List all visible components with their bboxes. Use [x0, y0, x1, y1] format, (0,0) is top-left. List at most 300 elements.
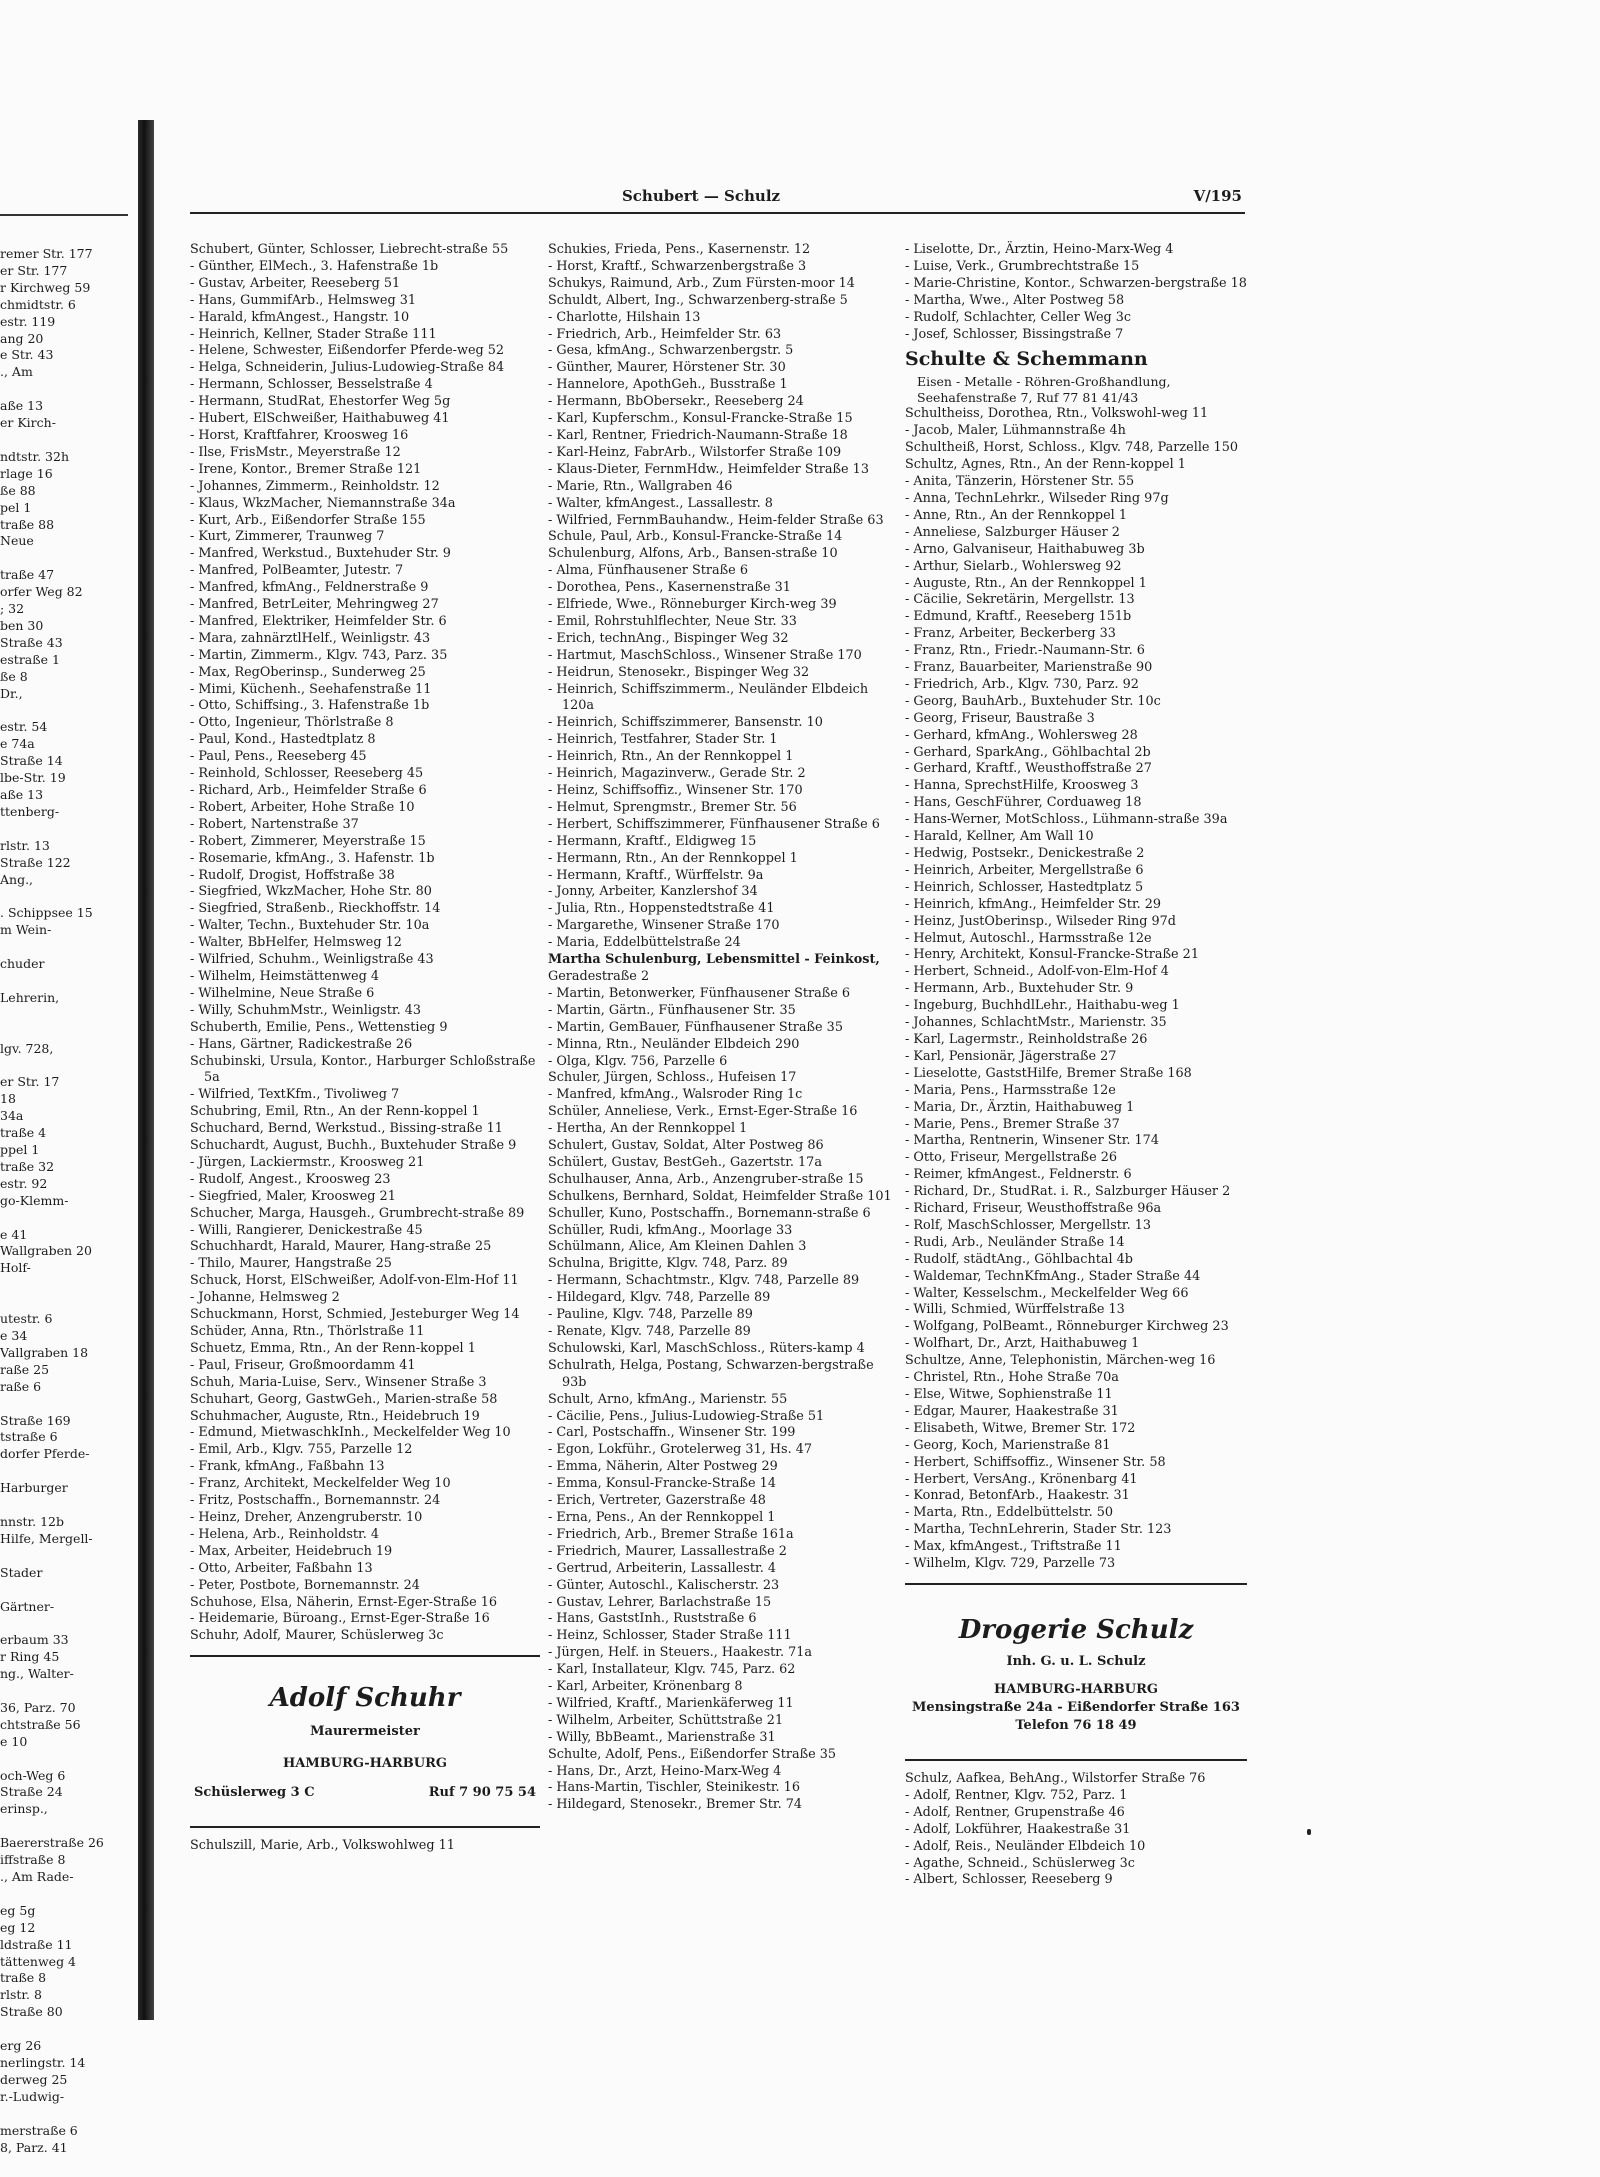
- left-fragment-line: remer Str. 177: [0, 246, 93, 261]
- list-item: - Martin, Gärtn., Fünfhausener Str. 35: [548, 1002, 796, 1018]
- left-fragment-line: Straße 122: [0, 854, 71, 870]
- list-item: - Karl, Arbeiter, Krönenbarg 8: [548, 1679, 743, 1695]
- left-fragment-line: [0, 1294, 140, 1311]
- list-item: - Edmund, MietwaschkInh., Meckelfelder Weg 10: [190, 1425, 511, 1441]
- list-item: Schüler, Anneliese, Verk., Ernst-Eger-Straße 16: [548, 1104, 858, 1120]
- list-item: - Elfriede, Wwe., Rönneburger Kirch-weg 39: [548, 597, 837, 613]
- list-item: - Wilhelm, Heimstättenweg 4: [190, 968, 380, 984]
- list-item: Geradestraße 2: [548, 968, 650, 984]
- left-fragment-line: [0, 1582, 140, 1599]
- left-fragment-line: estr. 92: [0, 1175, 48, 1191]
- left-page-rule: [0, 214, 128, 216]
- column-3: [905, 242, 1247, 1889]
- list-item: - Karl, Pensionär, Jägerstraße 27: [905, 1048, 1117, 1064]
- list-item: - Carl, Postschaffn., Winsener Str. 199: [548, 1425, 796, 1441]
- left-fragment-line: [0, 381, 140, 398]
- list-item: - Marie-Christine, Kontor., Schwarzen-bergstraße 18: [905, 275, 1247, 291]
- list-item: - Siegfried, Maler, Kroosweg 21: [190, 1188, 396, 1204]
- left-fragment-line: er Str. 17: [0, 1074, 60, 1090]
- left-fragment-line: nnstr. 12b: [0, 1513, 64, 1529]
- ad-drogerie-schulz: [905, 1595, 1247, 1749]
- list-item: - Friedrich, Arb., Klgv. 730, Parz. 92: [905, 676, 1139, 692]
- list-item: - Hans, GaststInh., Ruststraße 6: [548, 1611, 757, 1627]
- list-item: - Heinrich, kfmAng., Heimfelder Str. 29: [905, 896, 1162, 912]
- list-item: - Pauline, Klgv. 748, Parzelle 89: [548, 1307, 753, 1323]
- list-item: - Alma, Fünfhausener Straße 6: [548, 563, 748, 579]
- list-item: - Manfred, BetrLeiter, Mehringweg 27: [190, 597, 439, 613]
- list-item: - Christel, Rtn., Hohe Straße 70a: [905, 1370, 1119, 1386]
- left-fragment-line: Ang.,: [0, 871, 34, 887]
- left-fragment-line: Straße 169: [0, 1412, 71, 1428]
- list-item: - Anne, Rtn., An der Rennkoppel 1: [905, 507, 1127, 523]
- list-item: - Rudolf, Schlachter, Celler Weg 3c: [905, 309, 1132, 325]
- list-item: - Herbert, Schiffszimmerer, Fünfhausener Straße 6: [548, 816, 880, 832]
- list-item: - Reimer, kfmAngest., Feldnerstr. 6: [905, 1167, 1132, 1183]
- list-item: - Emma, Näherin, Alter Postweg 29: [548, 1459, 778, 1475]
- column-1: [190, 242, 540, 1855]
- list-item: - Albert, Schlosser, Reeseberg 9: [905, 1872, 1113, 1888]
- left-fragment-line: raße 6: [0, 1378, 42, 1394]
- left-fragment-line: derweg 25: [0, 2071, 68, 2087]
- list-item: Schülert, Gustav, BestGeh., Gazertstr. 17a: [548, 1154, 822, 1170]
- left-fragment-line: [0, 1210, 140, 1227]
- list-item: - Franz, Architekt, Meckelfelder Weg 10: [190, 1476, 451, 1492]
- left-fragment-line: [0, 550, 140, 567]
- list-item: - Edmund, Kraftf., Reeseberg 151b: [905, 609, 1132, 625]
- left-fragment-line: e 74a: [0, 736, 35, 752]
- list-item: - Martin, GemBauer, Fünfhausener Straße 35: [548, 1019, 843, 1035]
- left-fragment-line: ang 20: [0, 330, 44, 346]
- left-fragment-line: [0, 1497, 140, 1514]
- left-fragment-line: 36, Parz. 70: [0, 1699, 76, 1715]
- list-item: Schuchhardt, Harald, Maurer, Hang-straße 25: [190, 1239, 492, 1255]
- list-item: - Hans-Martin, Tischler, Steinikestr. 16: [548, 1780, 800, 1796]
- list-item: Schüller, Rudi, kfmAng., Moorlage 33: [548, 1222, 793, 1238]
- list-item: - Wolfgang, PolBeamt., Rönneburger Kirchweg 23: [905, 1319, 1229, 1335]
- list-item: - Martha, Wwe., Alter Postweg 58: [905, 292, 1125, 308]
- list-item: - Anneliese, Salzburger Häuser 2: [905, 524, 1120, 540]
- list-item: - Helene, Schwester, Eißendorfer Pferde-weg 52: [190, 343, 505, 359]
- list-item: - Liselotte, Dr., Ärztin, Heino-Marx-Weg 4: [905, 242, 1174, 257]
- list-item: - Karl, Rentner, Friedrich-Naumann-Straße 18: [548, 427, 848, 443]
- list-item: - Günther, ElMech., 3. Hafenstraße 1b: [190, 258, 439, 274]
- list-item: - Martin, Betonwerker, Fünfhausener Straße 6: [548, 985, 851, 1001]
- list-item: - Gertrud, Arbeiterin, Lassallestr. 4: [548, 1560, 777, 1576]
- running-head: [160, 187, 1242, 211]
- list-item: - Herbert, Schiffsoffiz., Winsener Str. 58: [905, 1454, 1166, 1470]
- left-fragment-line: raße 25: [0, 1361, 50, 1377]
- list-item: - Wilfried, TextKfm., Tivoliweg 7: [190, 1087, 400, 1103]
- list-item: - Hildegard, Klgv. 748, Parzelle 89: [548, 1290, 771, 1306]
- list-item: - Jacob, Maler, Lühmannstraße 4h: [905, 423, 1126, 439]
- list-item: - Agathe, Schneid., Schüslerweg 3c: [905, 1855, 1135, 1871]
- list-item: - Hermann, Schachtmstr., Klgv. 748, Parzelle 89: [548, 1273, 860, 1289]
- list-item: - Robert, Zimmerer, Meyerstraße 15: [190, 833, 426, 849]
- entries-list: [905, 1771, 1247, 1889]
- left-fragment-line: Stader: [0, 1564, 43, 1580]
- left-fragment-line: nerlingstr. 14: [0, 2054, 86, 2070]
- list-item: - Otto, Arbeiter, Faßbahn 13: [190, 1560, 373, 1576]
- left-fragment-line: [0, 702, 140, 719]
- list-item: Schuhose, Elsa, Näherin, Ernst-Eger-Straße 16: [190, 1594, 498, 1610]
- column-2: [548, 242, 898, 1814]
- left-fragment-line: erinsp.,: [0, 1801, 48, 1817]
- list-item: - Harald, Kellner, Am Wall 10: [905, 829, 1094, 845]
- list-item: Schubring, Emil, Rtn., An der Renn-koppel 1: [190, 1104, 480, 1120]
- list-item: - Rudolf, städtAng., Göhlbachtal 4b: [905, 1251, 1133, 1267]
- list-item: Schult, Arno, kfmAng., Marienstr. 55: [548, 1391, 788, 1407]
- list-item: - Olga, Klgv. 756, Parzelle 6: [548, 1053, 728, 1069]
- entries-list: [548, 242, 898, 1814]
- list-item: - Hartmut, MaschSchloss., Winsener Straße 170: [548, 647, 862, 663]
- list-item: - Paul, Pens., Reeseberg 45: [190, 749, 367, 765]
- left-fragment-line: Straße 80: [0, 2004, 63, 2020]
- list-item: - Hermann, Kraftf., Würffelstr. 9a: [548, 867, 764, 883]
- left-fragment-line: Wallgraben 20: [0, 1243, 92, 1259]
- divider: [905, 1759, 1247, 1761]
- left-fragment-line: estr. 119: [0, 313, 56, 329]
- list-item: - Heinz, JustOberinsp., Wilseder Ring 97d: [905, 913, 1176, 929]
- list-item: - Heinrich, Schiffszimmerer, Bansenstr. 10: [548, 715, 823, 731]
- list-item: - Max, Arbeiter, Heidebruch 19: [190, 1543, 393, 1559]
- list-item: Schuhmacher, Auguste, Rtn., Heidebruch 19: [190, 1408, 480, 1424]
- list-item: - Wilhelm, Klgv. 729, Parzelle 73: [905, 1556, 1116, 1572]
- left-fragment-line: traße 8: [0, 1970, 47, 1986]
- list-item: Schulszill, Marie, Arb., Volkswohlweg 11: [190, 1838, 455, 1854]
- list-item: - Harald, kfmAngest., Hangstr. 10: [190, 309, 410, 325]
- list-item: - Siegfried, WkzMacher, Hohe Str. 80: [190, 884, 432, 900]
- left-fragment-line: estraße 1: [0, 651, 60, 667]
- left-fragment-line: [0, 1007, 140, 1024]
- left-fragment-line: ppel 1: [0, 1142, 40, 1158]
- left-fragment-line: ; 32: [0, 601, 25, 617]
- list-item: Schubert, Günter, Schlosser, Liebrecht-straße 55: [190, 242, 509, 257]
- list-item: - Klaus, WkzMacher, Niemannstraße 34a: [190, 495, 456, 511]
- list-item: - Heinrich, Kellner, Stader Straße 111: [190, 326, 437, 342]
- left-fragment-line: r.-Ludwig-: [0, 2088, 65, 2104]
- list-item: Schulna, Brigitte, Klgv. 748, Parz. 89: [548, 1256, 788, 1272]
- list-item: - Heinz, Schlosser, Stader Straße 111: [548, 1628, 792, 1644]
- left-fragment-line: merstraße 6: [0, 2122, 78, 2138]
- list-item: - Hildegard, Stenosekr., Bremer Str. 74: [548, 1797, 803, 1813]
- list-item: - Erna, Pens., An der Rennkoppel 1: [548, 1509, 776, 1525]
- list-item: - Luise, Verk., Grumbrechtstraße 15: [905, 258, 1140, 274]
- list-item: - Willy, BbBeamt., Marienstraße 31: [548, 1729, 776, 1745]
- list-item: - Klaus-Dieter, FernmHdw., Heimfelder Straße 13: [548, 461, 869, 477]
- list-item: - Herbert, VersAng., Krönenbarg 41: [905, 1471, 1138, 1487]
- list-item: - Manfred, Werkstud., Buxtehuder Str. 9: [190, 546, 451, 562]
- list-item: Schulrath, Helga, Postang, Schwarzen-bergstraße 93b: [548, 1357, 874, 1390]
- list-item: - Horst, Kraftfahrer, Kroosweg 16: [190, 427, 409, 443]
- list-item: - Julia, Rtn., Hoppenstedtstraße 41: [548, 901, 775, 917]
- list-item: - Otto, Schiffsing., 3. Hafenstraße 1b: [190, 698, 430, 714]
- list-item: - Adolf, Rentner, Klgv. 752, Parz. 1: [905, 1787, 1128, 1803]
- list-item: - Walter, kfmAngest., Lassallestr. 8: [548, 495, 773, 511]
- list-item: - Gesa, kfmAng., Schwarzenbergstr. 5: [548, 343, 794, 359]
- left-fragment-line: [0, 1683, 140, 1700]
- list-item: Schuck, Horst, ElSchweißer, Adolf-von-Elm-Hof 11: [190, 1273, 519, 1289]
- list-item: - Adolf, Reis., Neuländer Elbdeich 10: [905, 1838, 1146, 1854]
- left-fragment-line: dorfer Pferde-: [0, 1446, 90, 1462]
- list-item: Schulowski, Karl, MaschSchloss., Rüters-kamp 4: [548, 1340, 865, 1356]
- list-item: - Rudi, Arb., Neuländer Straße 14: [905, 1234, 1125, 1250]
- list-item: Schultheiss, Dorothea, Rtn., Volkswohl-weg 11: [905, 406, 1209, 422]
- left-fragment-line: [0, 1751, 140, 1768]
- list-item: - Hans, GummifArb., Helmsweg 31: [190, 292, 417, 308]
- schulte-schemmann-line1: Eisen - Metalle - Röhren-Großhandlung,: [917, 374, 1171, 390]
- left-fragment-line: [0, 1886, 140, 1903]
- list-item: - Renate, Klgv. 748, Parzelle 89: [548, 1324, 751, 1339]
- list-item: - Rosemarie, kfmAng., 3. Hafenstr. 1b: [190, 850, 435, 866]
- list-item: - Wilhelm, Arbeiter, Schüttstraße 21: [548, 1712, 784, 1728]
- list-item: - Hedwig, Postsekr., Denickestraße 2: [905, 846, 1145, 861]
- left-fragment-line: [0, 1277, 140, 1294]
- left-fragment-line: [0, 2106, 140, 2123]
- list-item: - Emil, Arb., Klgv. 755, Parzelle 12: [190, 1442, 413, 1458]
- list-item: - Thilo, Maurer, Hangstraße 25: [190, 1256, 392, 1272]
- left-fragment-line: estr. 54: [0, 719, 48, 735]
- list-item: Schucher, Marga, Hausgeh., Grumbrecht-straße 89: [190, 1205, 525, 1221]
- list-item: - Manfred, Elektriker, Heimfelder Str. 6: [190, 613, 447, 629]
- list-item: - Walter, Kesselschm., Meckelfelder Weg 66: [905, 1285, 1189, 1301]
- list-item: - Cäcilie, Pens., Julius-Ludowieg-Straße 51: [548, 1408, 825, 1424]
- left-fragment-line: ße 88: [0, 482, 36, 498]
- list-item: - Edgar, Maurer, Haakestraße 31: [905, 1403, 1119, 1419]
- left-fragment-line: chtstraße 56: [0, 1716, 81, 1732]
- left-fragment-line: ng., Walter-: [0, 1666, 74, 1682]
- ad-phone: Telefon 76 18 49: [1015, 1717, 1137, 1733]
- list-item: - Hermann, Rtn., An der Rennkoppel 1: [548, 850, 798, 866]
- list-item: - Hans, Gärtner, Radickestraße 26: [190, 1036, 413, 1052]
- list-item: - Hubert, ElSchweißer, Haithabuweg 41: [190, 411, 450, 427]
- left-fragment-line: Dr.,: [0, 685, 23, 701]
- left-fragment-line: e 34: [0, 1328, 28, 1343]
- left-fragment-line: Baererstraße 26: [0, 1835, 104, 1851]
- list-item: - Marta, Rtn., Eddelbüttelstr. 50: [905, 1505, 1113, 1521]
- list-item: Schulz, Aafkea, BehAng., Wilstorfer Straße 76: [905, 1770, 1206, 1786]
- list-item: - Reinhold, Schlosser, Reeseberg 45: [190, 766, 424, 782]
- list-item: - Johannes, Zimmerm., Reinholdstr. 12: [190, 478, 440, 494]
- list-item: - Lieselotte, GaststHilfe, Bremer Straße 168: [905, 1065, 1192, 1081]
- list-item: - Georg, Koch, Marienstraße 81: [905, 1437, 1111, 1453]
- left-fragment-line: iffstraße 8: [0, 1852, 66, 1868]
- speck: [1307, 1829, 1311, 1835]
- left-fragment-line: Straße 43: [0, 634, 63, 650]
- left-fragment-line: Hilfe, Mergell-: [0, 1530, 93, 1546]
- ad-title: Maurermeister: [310, 1724, 420, 1740]
- list-item: - Willi, Rangierer, Denickestraße 45: [190, 1222, 423, 1238]
- list-item: - Manfred, PolBeamter, Jutestr. 7: [190, 563, 404, 579]
- list-item: - Rudolf, Angest., Kroosweg 23: [190, 1171, 391, 1187]
- list-item: - Friedrich, Arb., Heimfelder Str. 63: [548, 326, 782, 342]
- list-item: - Jürgen, Helf. in Steuers., Haakestr. 71a: [548, 1645, 813, 1661]
- left-fragment-line: [0, 1024, 140, 1041]
- list-item: - Helga, Schneiderin, Julius-Ludowieg-Straße 84: [190, 360, 505, 376]
- list-item: - Hermann, Arb., Buxtehuder Str. 9: [905, 981, 1134, 997]
- list-item: Schuhr, Adolf, Maurer, Schüslerweg 3c: [190, 1628, 444, 1644]
- left-fragment-line: 34a: [0, 1108, 24, 1124]
- list-item: - Arthur, Sielarb., Wohlersweg 92: [905, 558, 1122, 574]
- list-item: Schulhauser, Anna, Arb., Anzengruber-straße 15: [548, 1171, 864, 1187]
- left-fragment-line: . Schippsee 15: [0, 905, 93, 921]
- left-fragment-line: tättenweg 4: [0, 1953, 76, 1969]
- list-item: - Josef, Schlosser, Bissingstraße 7: [905, 326, 1124, 342]
- list-item: - Kurt, Zimmerer, Traunweg 7: [190, 529, 385, 545]
- list-item: - Otto, Friseur, Mergellstraße 26: [905, 1150, 1117, 1166]
- left-fragment-line: [0, 888, 140, 905]
- list-item: - Hans, Dr., Arzt, Heino-Marx-Weg 4: [548, 1763, 782, 1779]
- list-item: - Heinrich, Rtn., An der Rennkoppel 1: [548, 749, 794, 765]
- left-fragment-line: Neue: [0, 533, 34, 549]
- left-fragment-line: Gärtner-: [0, 1598, 55, 1614]
- left-fragment-line: [0, 1548, 140, 1565]
- list-item: Schuberth, Emilie, Pens., Wettenstieg 9: [190, 1019, 448, 1035]
- ad-address: Schüslerweg 3 C: [194, 1785, 315, 1801]
- list-item: - Helena, Arb., Reinholdstr. 4: [190, 1526, 380, 1542]
- list-item: - Maria, Eddelbüttelstraße 24: [548, 935, 741, 951]
- list-item: - Kurt, Arb., Eißendorfer Straße 155: [190, 512, 426, 528]
- list-item: Schuldt, Albert, Ing., Schwarzenberg-straße 5: [548, 292, 848, 308]
- list-item: - Max, kfmAngest., Triftstraße 11: [905, 1539, 1122, 1555]
- left-fragment-line: Lehrerin,: [0, 989, 60, 1005]
- list-item: Schulert, Gustav, Soldat, Alter Postweg 86: [548, 1138, 824, 1154]
- left-fragment-line: Holf-: [0, 1260, 31, 1276]
- list-item: - Charlotte, Hilshain 13: [548, 309, 701, 325]
- list-item: - Karl-Heinz, FabrArb., Wilstorfer Straße 109: [548, 444, 842, 460]
- left-fragment-line: [0, 1463, 140, 1480]
- list-item: - Wilfried, Kraftf., Marienkäferweg 11: [548, 1695, 794, 1711]
- left-fragment-line: Vallgraben 18: [0, 1344, 89, 1360]
- list-item: - Fritz, Postschaffn., Bornemannstr. 24: [190, 1493, 441, 1509]
- list-item: - Richard, Dr., StudRat. i. R., Salzburger Häuser 2: [905, 1184, 1231, 1200]
- list-item: - Margarethe, Winsener Straße 170: [548, 918, 780, 934]
- left-fragment-line: 8, Parz. 41: [0, 2139, 68, 2155]
- list-item: - Karl, Kupferschm., Konsul-Francke-Straße 15: [548, 411, 853, 427]
- list-item: - Peter, Postbote, Bornemannstr. 24: [190, 1577, 420, 1593]
- list-item: Schuchard, Bernd, Werkstud., Bissing-straße 11: [190, 1121, 503, 1137]
- entries-list: [905, 242, 1247, 343]
- list-item: - Ingeburg, BuchhdlLehr., Haithabu-weg 1: [905, 998, 1180, 1014]
- list-item: - Georg, Friseur, Baustraße 3: [905, 710, 1095, 726]
- left-fragment-line: Straße 14: [0, 753, 63, 769]
- left-fragment-line: aße 13: [0, 787, 44, 802]
- list-item: - Franz, Arbeiter, Beckerberg 33: [905, 626, 1116, 642]
- left-fragment-line: traße 32: [0, 1158, 55, 1174]
- list-item: - Hermann, Schlosser, Besselstraße 4: [190, 377, 433, 393]
- left-fragment-line: [0, 432, 140, 449]
- list-item: - Walter, BbHelfer, Helmsweg 12: [190, 935, 402, 951]
- list-item: - Adolf, Lokführer, Haakestraße 31: [905, 1821, 1131, 1837]
- list-item: - Heinrich, Arbeiter, Mergellstraße 6: [905, 862, 1144, 878]
- list-item: - Horst, Kraftf., Schwarzenbergstraße 3: [548, 258, 807, 274]
- list-item: - Hermann, StudRat, Ehestorfer Weg 5g: [190, 394, 451, 410]
- left-fragment-line: och-Weg 6: [0, 1767, 66, 1783]
- list-item: - Otto, Ingenieur, Thörlstraße 8: [190, 715, 394, 731]
- left-fragment-line: rlstr. 13: [0, 837, 50, 853]
- left-fragment-line: r Ring 45: [0, 1649, 60, 1665]
- list-item: Schukys, Raimund, Arb., Zum Fürsten-moor 14: [548, 275, 855, 291]
- left-page-text: [0, 246, 140, 2156]
- list-item: - Gustav, Arbeiter, Reeseberg 51: [190, 275, 401, 291]
- left-fragment-line: rlstr. 8: [0, 1987, 42, 2003]
- list-item: - Mimi, Küchenh., Seehafenstraße 11: [190, 681, 432, 697]
- list-item: - Martin, Zimmerm., Klgv. 743, Parz. 35: [190, 647, 448, 663]
- list-item: - Hanna, SprechstHilfe, Kroosweg 3: [905, 778, 1139, 794]
- left-fragment-line: utestr. 6: [0, 1311, 53, 1327]
- ad-address: Mensingstraße 24a - Eißendorfer Straße 163: [912, 1699, 1240, 1715]
- list-item: Schulenburg, Alfons, Arb., Bansen-straße 10: [548, 546, 838, 562]
- list-item: Schultze, Anne, Telephonistin, Märchen-weg 16: [905, 1353, 1216, 1369]
- left-fragment-line: erbaum 33: [0, 1632, 69, 1648]
- ad-city: HAMBURG-HARBURG: [993, 1681, 1159, 1697]
- list-item: - Jürgen, Lackiermstr., Kroosweg 21: [190, 1154, 425, 1170]
- list-item: Schuller, Kuno, Postschaffn., Bornemann-straße 6: [548, 1205, 871, 1221]
- directory-page: [160, 120, 1360, 2000]
- list-item: - Anita, Tänzerin, Hörstener Str. 55: [905, 474, 1135, 490]
- left-fragment-line: [0, 1615, 140, 1632]
- left-page-fragment: [0, 118, 140, 2155]
- list-item: Schultz, Agnes, Rtn., An der Renn-koppel 1: [905, 457, 1186, 473]
- entries-list: [905, 406, 1247, 1573]
- list-item: Martha Schulenburg, Lebensmittel - Feinkost,: [548, 952, 880, 968]
- left-fragment-line: [0, 2021, 140, 2038]
- divider: [905, 1583, 1247, 1585]
- list-item: - Egon, Lokführ., Grotelerweg 31, Hs. 47: [548, 1442, 812, 1458]
- left-fragment-line: pel 1: [0, 499, 32, 515]
- list-item: - Heidrun, Stenosekr., Bispinger Weg 32: [548, 664, 810, 680]
- list-item: - Martha, TechnLehrerin, Stader Str. 123: [905, 1522, 1172, 1538]
- list-item: - Hans-Werner, MotSchloss., Lühmann-straße 39a: [905, 812, 1228, 828]
- list-item: - Marie, Rtn., Wallgraben 46: [548, 478, 733, 494]
- list-item: - Emma, Konsul-Francke-Straße 14: [548, 1476, 776, 1492]
- left-fragment-line: [0, 1818, 140, 1835]
- list-item: - Elisabeth, Witwe, Bremer Str. 172: [905, 1420, 1136, 1436]
- schulte-schemmann-line2: Seehafenstraße 7, Ruf 77 81 41/43: [917, 390, 1139, 406]
- list-item: - Hermann, BbObersekr., Reeseberg 24: [548, 394, 804, 410]
- list-item: - Georg, BauhArb., Buxtehuder Str. 10c: [905, 693, 1161, 709]
- left-fragment-line: ., Am Rade-: [0, 1869, 74, 1884]
- list-item: - Martha, Rentnerin, Winsener Str. 174: [905, 1133, 1159, 1149]
- list-item: - Karl, Installateur, Klgv. 745, Parz. 62: [548, 1662, 796, 1678]
- list-item: Schukies, Frieda, Pens., Kasernenstr. 12: [548, 242, 811, 257]
- left-fragment-line: er Str. 177: [0, 262, 68, 278]
- left-fragment-line: traße 47: [0, 567, 55, 583]
- list-item: - Irene, Kontor., Bremer Straße 121: [190, 461, 422, 477]
- list-item: - Hans, GeschFührer, Corduaweg 18: [905, 795, 1142, 811]
- list-item: - Heinz, Schiffsoffiz., Winsener Str. 170: [548, 783, 803, 798]
- left-fragment-line: e Str. 43: [0, 347, 54, 363]
- list-item: - Max, RegOberinsp., Sunderweg 25: [190, 664, 426, 680]
- left-fragment-line: e 41: [0, 1226, 28, 1242]
- book-gutter: [138, 120, 154, 2020]
- page-number: V/195: [1193, 187, 1242, 205]
- left-fragment-line: orfer Weg 82: [0, 584, 83, 600]
- left-fragment-line: traße 88: [0, 516, 55, 532]
- list-item: - Franz, Rtn., Friedr.-Naumann-Str. 6: [905, 643, 1145, 659]
- list-item: - Wilfried, Schuhm., Weinligstraße 43: [190, 952, 434, 968]
- list-item: - Wilhelmine, Neue Straße 6: [190, 985, 375, 1001]
- list-item: - Gustav, Lehrer, Barlachstraße 15: [548, 1594, 772, 1610]
- list-item: - Friedrich, Arb., Bremer Straße 161a: [548, 1526, 794, 1542]
- ad-name: Drogerie Schulz: [958, 1614, 1194, 1645]
- list-item: - Gerhard, kfmAng., Wohlersweg 28: [905, 727, 1138, 743]
- left-fragment-line: lgv. 728,: [0, 1040, 54, 1056]
- left-fragment-line: ttenberg-: [0, 803, 60, 819]
- list-item: - Waldemar, TechnKfmAng., Stader Straße 44: [905, 1268, 1201, 1284]
- list-item: Schulte, Adolf, Pens., Eißendorfer Straße 35: [548, 1746, 837, 1762]
- schulte-schemmann-header: Schulte & Schemmann: [905, 348, 1148, 371]
- left-fragment-line: tstraße 6: [0, 1429, 58, 1445]
